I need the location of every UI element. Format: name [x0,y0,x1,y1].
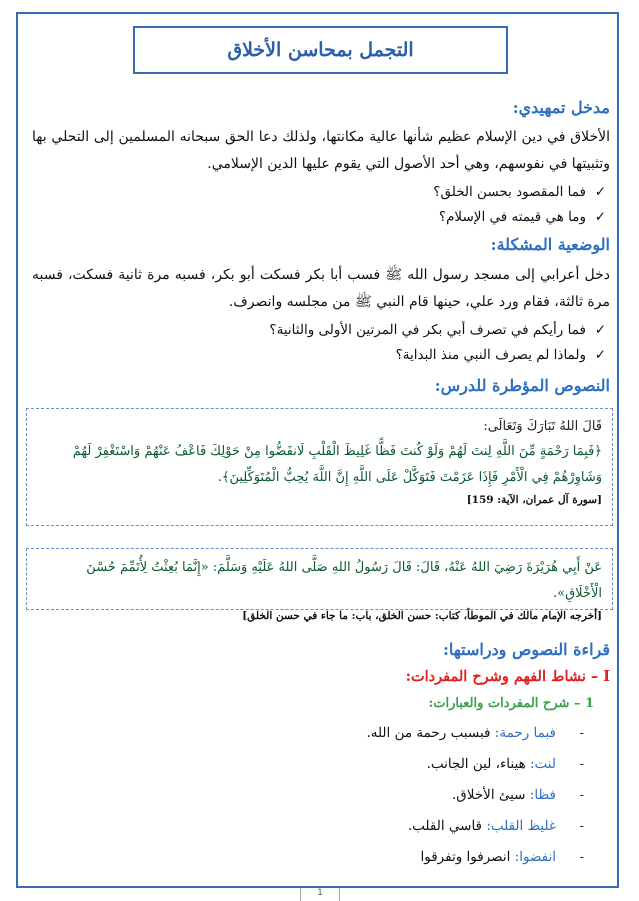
vocab-item: -فظا: سيئ الأخلاق. [451,787,584,803]
check-icon: ✓ [594,184,606,200]
activity-heading: I – نشاط الفهم وشرح المفردات: [405,668,610,685]
reading-heading: قراءة النصوص ودراستها: [442,640,610,659]
page-number: 1 [300,888,340,901]
vocab-item: -لنت: هيناء، لين الجانب. [426,756,584,772]
vocab-item: -فبما رحمة: فبسبب رحمة من الله. [366,725,584,741]
intro-paragraph: الأخلاق في دين الإسلام عظيم شأنها عالية مكانتها، ولذلك دعا الحق سبحانه المسلمين إلى التحلي بها وتثبيتها في نفوسهم، وهي أحد الأصول التي يقوم عليها الدين الإسلامي. [32,129,610,172]
vocab-item: -انفضوا: انصرفوا وتفرقوا [420,849,584,865]
vocab-list [200,718,584,873]
check-icon: ✓ [594,322,606,338]
vocab-item: -غليظ القلب: قاسي القلب. [407,818,584,834]
quran-box [26,408,613,526]
problem-question: ✓ولماذا لم يصرف النبي منذ البداية؟ [32,343,606,368]
texts-heading: النصوص المؤطرة للدرس: [434,376,610,395]
hadith-box [26,548,613,622]
hadith-reference: [أخرجه الإمام مالك في الموطأ، كتاب: حسن الخلق، باب: ما جاء في حسن الخلق] [242,610,602,622]
vocab-subheading: 1 – شرح المفردات والعبارات: [428,696,594,711]
problem-question: ✓فما رأيكم في تصرف أبي بكر في المرتين الأولى والثانية؟ [32,318,606,343]
problem-heading: الوضعية المشكلة: [490,235,610,254]
lesson-title: التجمل بمحاسن الأخلاق [133,26,508,74]
problem-paragraph: دخل أعرابي إلى مسجد رسول الله ﷺ فسب أبا بكر فسكت أبو بكر، فسبه مرة ثانية فسكت، فسبه مرة ثالثة، فقام ورد علي، حينها قام النبي ﷺ من مجلسه وانصرف. [32,267,610,310]
check-icon: ✓ [594,347,606,363]
quran-reference: [سورة آل عمران، الآية: 159] [466,494,602,506]
quran-verse: ﴿فَبِمَا رَحْمَةٍ مِّنَ اللَّهِ لِنتَ لَهُمْ وَلَوْ كُنتَ فَظًّا غَلِيظَ الْقَلْبِ لَانفَضُّوا مِنْ حَوْلِكَ فَاعْفُ عَنْهُمْ وَاسْتَغْفِرْ لَهُمْ وَشَاوِرْهُمْ فِي الْأَمْرِ فَإِذَا عَزَمْتَ فَتَوَكَّلْ عَلَى اللَّهِ إِنَّ اللَّهَ يُحِبُّ الْمُتَوَكِّلِينَ﴾. [72,444,602,485]
intro-heading: مدخل تمهيدي: [512,98,610,117]
intro-question: ✓وما هي قيمته في الإسلام؟ [32,205,606,230]
hadith-text: عَنْ أَبِي هُرَيْرَةَ رَضِيَ اللهُ عَنْهُ، قَالَ: قَالَ رَسُولُ اللهِ صَلَّى اللهُ عَلَيْهِ وَسَلَّمَ: «إِنَّمَا بُعِثْتُ لِأُتَمِّمَ حُسْنَ الْأَخْلَاقِ». [86,560,602,601]
quran-intro: قَالَ اللهُ تَبَارَكَ وَتَعَالَى: [483,419,602,434]
intro-question: ✓فما المقصود بحسن الخلق؟ [32,180,606,205]
check-icon: ✓ [594,209,606,225]
